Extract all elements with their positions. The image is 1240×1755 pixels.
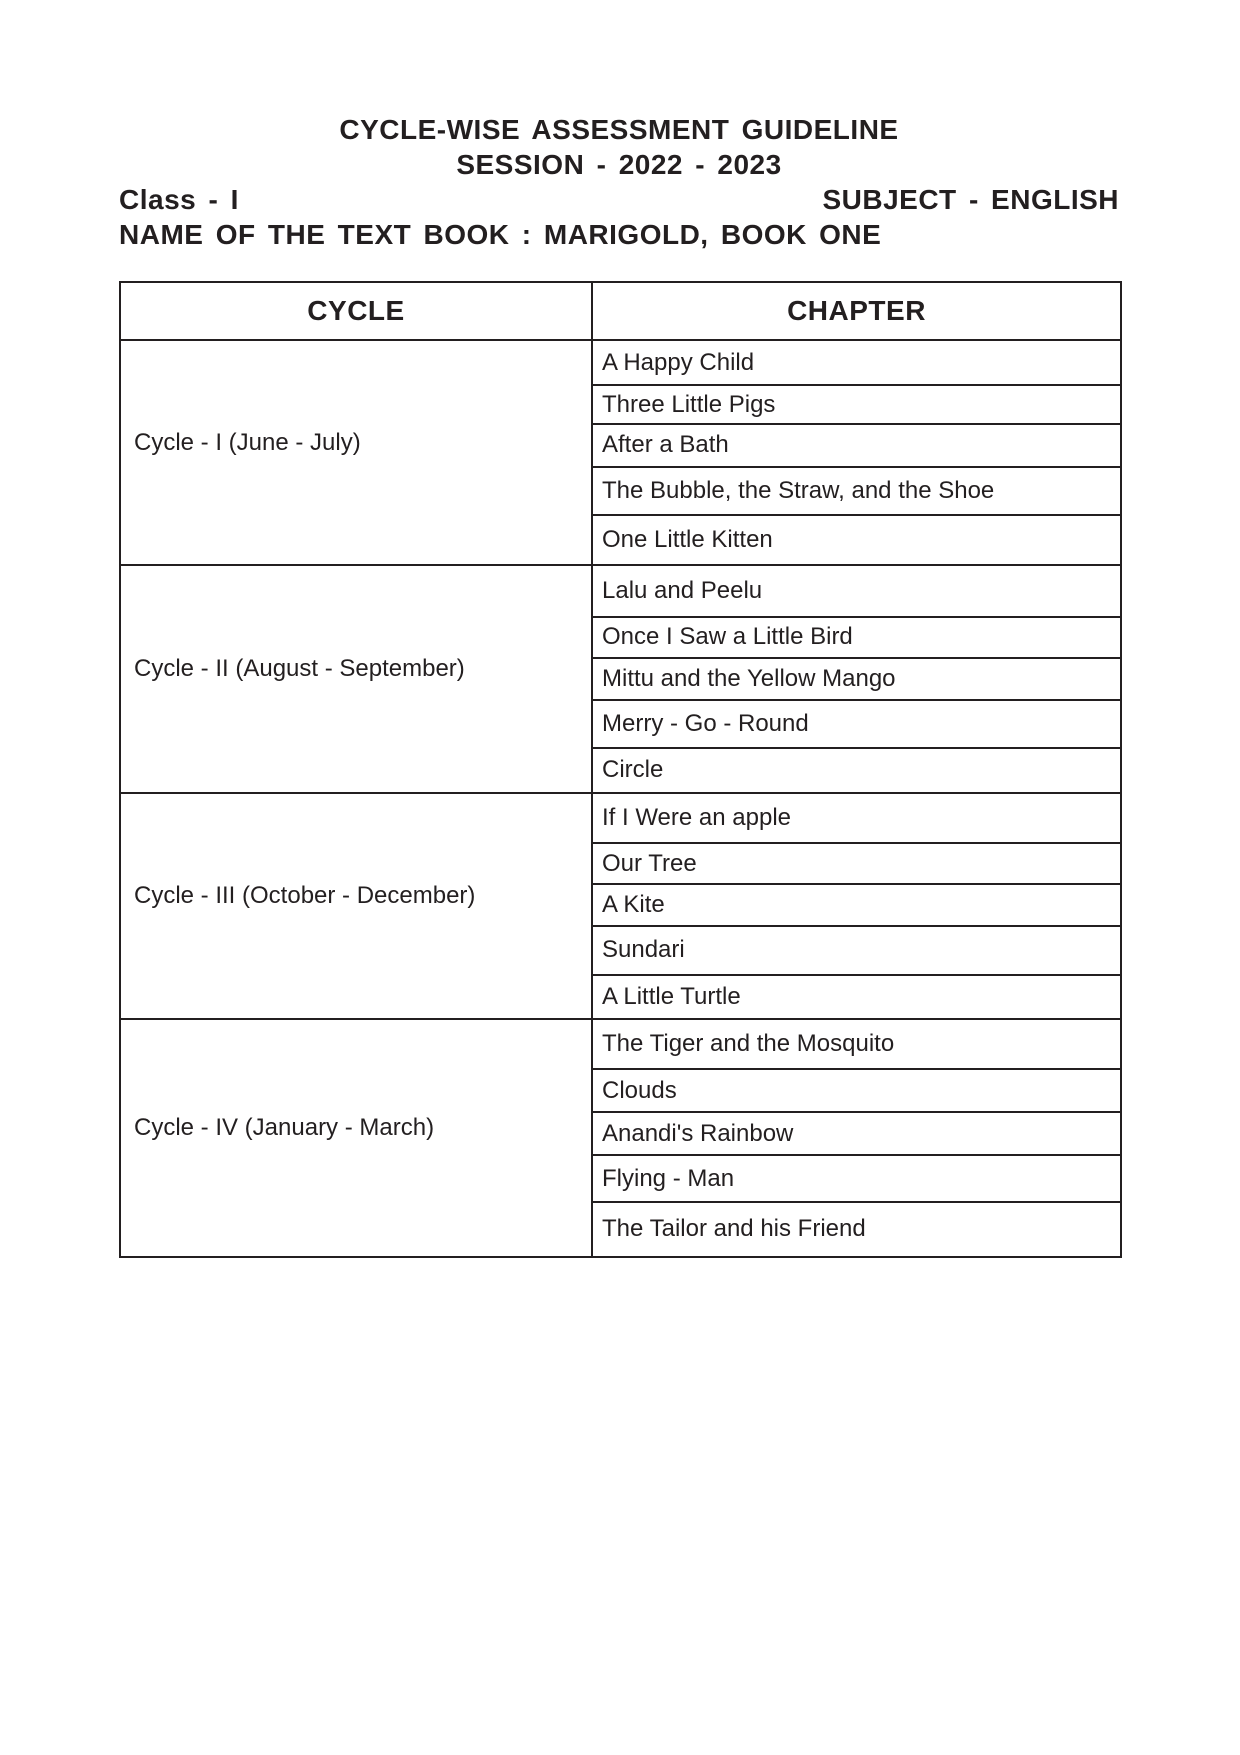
chapter-cell: The Tiger and the Mosquito — [593, 1020, 1120, 1070]
chapter-cell: Once I Saw a Little Bird — [593, 618, 1120, 659]
chapter-cell: Anandi's Rainbow — [593, 1113, 1120, 1157]
chapter-cell: Our Tree — [593, 844, 1120, 885]
chapter-cell: A Happy Child — [593, 341, 1120, 386]
table-header-row — [121, 283, 1120, 341]
assessment-table — [119, 281, 1122, 1258]
chapter-cell: The Bubble, the Straw, and the Shoe — [593, 468, 1120, 516]
session-line: SESSION - 2022 - 2023 — [456, 149, 782, 180]
chapter-cell: Mittu and the Yellow Mango — [593, 659, 1120, 702]
chapter-cell: Merry - Go - Round — [593, 701, 1120, 748]
header-cycle: CYCLE — [121, 283, 593, 339]
class-label: Class - I — [119, 184, 239, 215]
chapter-list — [593, 794, 1120, 1018]
class-subject-row — [119, 182, 1119, 217]
cycle-label: Cycle - I (June - July) — [121, 341, 593, 564]
chapter-list — [593, 1020, 1120, 1256]
chapter-cell: Flying - Man — [593, 1156, 1120, 1202]
cycle-label: Cycle - III (October - December) — [121, 794, 593, 1018]
chapter-cell: Circle — [602, 756, 664, 784]
cycle-group-3 — [121, 794, 1120, 1020]
cycle-group-1 — [121, 341, 1120, 566]
chapter-cell: Clouds — [593, 1070, 1120, 1113]
subject-label: SUBJECT - ENGLISH — [822, 184, 1119, 215]
header-chapter: CHAPTER — [787, 295, 926, 326]
chapter-cell: After a Bath — [593, 425, 1120, 468]
chapter-cell: If I Were an apple — [593, 794, 1120, 844]
chapter-list — [593, 566, 1120, 792]
cycle-label: Cycle - II (August - September) — [121, 566, 593, 792]
chapter-list — [593, 341, 1120, 564]
document-title: CYCLE-WISE ASSESSMENT GUIDELINE — [339, 114, 899, 145]
textbook-name: NAME OF THE TEXT BOOK : MARIGOLD, BOOK ONE — [119, 219, 882, 250]
chapter-cell: A Little Turtle — [602, 982, 741, 1010]
document-header — [119, 112, 1119, 252]
chapter-cell: The Tailor and his Friend — [602, 1215, 866, 1243]
cycle-group-4 — [121, 1020, 1120, 1256]
chapter-cell: Lalu and Peelu — [593, 566, 1120, 618]
chapter-cell: One Little Kitten — [602, 525, 773, 553]
cycle-group-2 — [121, 566, 1120, 794]
chapter-cell: Sundari — [593, 927, 1120, 975]
chapter-cell: A Kite — [593, 885, 1120, 928]
chapter-cell: Three Little Pigs — [593, 386, 1120, 425]
cycle-label: Cycle - IV (January - March) — [121, 1020, 593, 1256]
